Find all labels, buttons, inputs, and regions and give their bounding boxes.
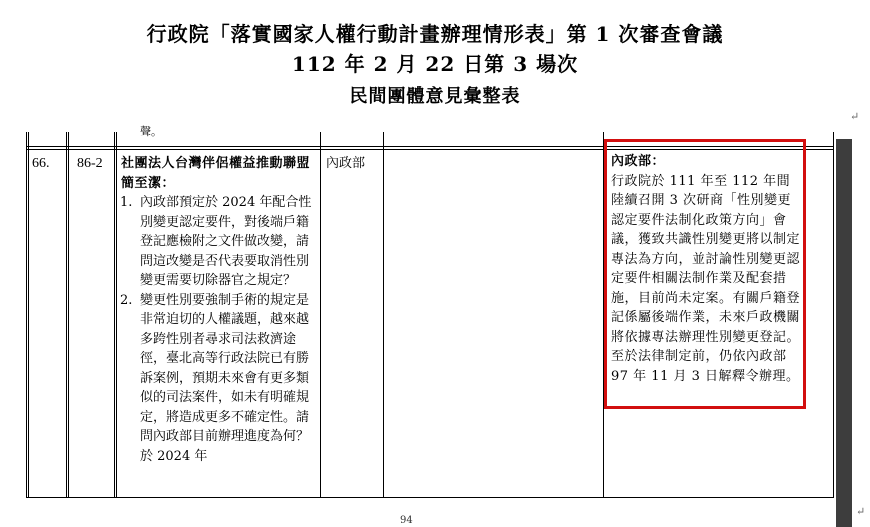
opinion-text: 變更性別要強制手術的規定是非常迫切的人權議題，越來越多跨性別者尋求司法救濟途徑，臺北高等行政法院已有勝訴案例，預期未來會有更多類似的司法案件，如未有明確規定，將造成更多不確定性。請問內政部目前辦理進度為何？於 2024 年: [140, 292, 310, 464]
agency-response: [611, 152, 801, 386]
col-border: [66, 132, 67, 498]
opinion-number: 2.: [120, 292, 133, 308]
agency-name: 內政部: [326, 156, 366, 171]
col-border: [28, 132, 29, 498]
col-border: [114, 132, 115, 498]
page-number: 94: [400, 515, 413, 526]
table-title: 民間團體意見彙整表: [349, 86, 521, 107]
paragraph-mark-icon: ↵: [856, 505, 866, 518]
col-border: [26, 132, 27, 498]
col-border: [68, 132, 69, 498]
row-number: 66.: [32, 156, 50, 171]
opinion-number: 1.: [120, 195, 133, 210]
opinion-item-1: [116, 193, 321, 291]
vertical-scrollbar[interactable]: [836, 139, 852, 527]
document-title: 行政院「落實國家人權行動計畫辦理情形表」第 1 次審查會議: [146, 22, 724, 46]
opinion-item-2: [116, 291, 321, 467]
table-bottom-border: [26, 497, 834, 498]
opinion-text: 內政部預定於 2024 年配合性別變更認定要件，對後端戶籍登記應檢附之文件做改變，請問這改變是否代表要取消性別變更需要切除器官之規定？: [140, 195, 312, 288]
paragraph-mark-icon: ↵: [850, 110, 860, 123]
previous-row-fragment: 聲。: [140, 125, 162, 138]
col-border: [833, 132, 834, 498]
response-body: 行政院於 111 年至 112 年間陸續召開 3 次研商「性別變更認定要件法制化政策方向」會議，獲致共識性別變更將以制定專法為方向，並討論性別變更認定要件相關法制作業及配套措施，目前尚未定案。有關戶籍登記係屬後端作業，未來戶政機關將依據專法辦理性別變更登記。至於法律制定前，仍依內政部 97 年 11 月 3 日解釋令辦理。: [611, 173, 801, 384]
meeting-date: 112 年 2 月 22 日第 3 場次: [291, 52, 579, 76]
item-number: 86-2: [77, 156, 103, 171]
organization-name: 社團法人台灣伴侶權益推動聯盟簡至潔：: [121, 156, 311, 191]
col-border: [383, 132, 384, 498]
response-heading: 內政部：: [611, 154, 666, 169]
opinion-list: [116, 193, 321, 466]
